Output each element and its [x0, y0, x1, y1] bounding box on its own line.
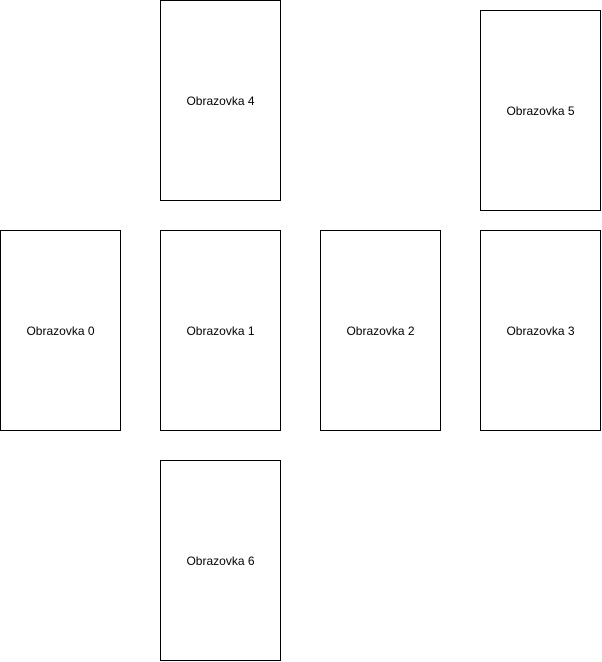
screen-label-5: Obrazovka 5: [506, 103, 575, 118]
screen-label-3: Obrazovka 3: [506, 323, 575, 338]
screen-label-2: Obrazovka 2: [346, 323, 415, 338]
screen-label-0: Obrazovka 0: [26, 323, 95, 338]
screen-box-6: [160, 460, 281, 661]
screen-box-0: [0, 230, 121, 431]
screen-box-3: [480, 230, 601, 431]
screen-label-6: Obrazovka 6: [186, 553, 255, 568]
screen-box-2: [320, 230, 441, 431]
screen-box-1: [160, 230, 281, 431]
screen-box-5: [480, 10, 601, 211]
screen-label-4: Obrazovka 4: [186, 93, 255, 108]
screen-box-4: [160, 0, 281, 201]
screen-label-1: Obrazovka 1: [186, 323, 255, 338]
